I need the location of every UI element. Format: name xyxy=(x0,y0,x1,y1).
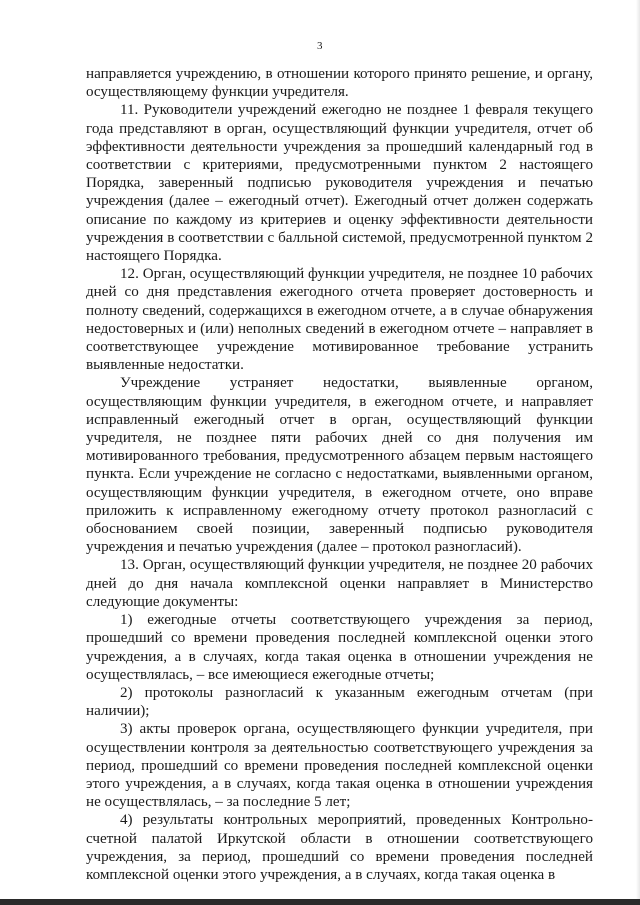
document-body xyxy=(86,65,593,884)
list-item-1: 1) ежегодные отчеты соответствующего учреждения за период, прошедший со времени проведения последней комплексной оценки этого учреждения, а в случаях, когда такая оценка в отношении учреждения не осуществлялась, – все имеющиеся ежегодные отчеты; xyxy=(86,612,593,683)
list-item-3: 3) акты проверок органа, осуществляющего функции учредителя, при осуществлении контроля за деятельностью соответствующего учреждения за период, прошедший со времени проведения последней комплексной оценки этого учреждения, а в случаях, когда такая оценка в отношении учреждения не осуществлялась, – за последние 5 лет; xyxy=(86,721,593,811)
list-item-2: 2) протоколы разногласий к указанным ежегодным отчетам (при наличии); xyxy=(86,684,593,720)
paragraph-continuation: направляется учреждению, в отношении которого принято решение, и органу, осуществляющему функции учредителя. xyxy=(86,66,593,101)
paragraph-item-12-second: Учреждение устраняет недостатки, выявленные органом, осуществляющим функции учредителя, в ежегодном отчете, и направляет исправленный ежегодный отчет в орган, осуществляющий функции учредителя, не позднее пяти рабочих дней со дня получения им мотивированного требования, предусмотренного абзацем первым настоящего пункта. Если учреждение не согласно с недостатками, выявленными органом, осуществляющим функции учредителя, в ежегодном отчете, оно вправе приложить к исправленному ежегодному отчету протокол разногласий с обоснованием своей позиции, заверенный подписью руководителя учреждения и печатью учреждения (далее – протокол разногласий). xyxy=(86,375,593,556)
paragraph-item-12: 12. Орган, осуществляющий функции учредителя, не позднее 10 рабочих дней со дня представления ежегодного отчета проверяет достоверность и полноту сведений, содержащихся в ежегодном отчете, а в случае обнаружения недостоверных и (или) неполных сведений в ежегодном отчете – направляет в соответствующее учреждение мотивированное требование устранить выявленные недостатки. xyxy=(86,266,593,374)
scan-edge-shadow xyxy=(636,0,640,905)
paragraph-item-13: 13. Орган, осуществляющий функции учредителя, не позднее 20 рабочих дней до дня начала комплексной оценки направляет в Министерство следующие документы: xyxy=(86,557,593,610)
list-item-4: 4) результаты контрольных мероприятий, проведенных Контрольно-счетной палатой Иркутской области в отношении соответствующего учреждения, за период, прошедший со времени проведения последней комплексной оценки этого учреждения, а в случаях, когда такая оценка в xyxy=(86,812,593,883)
page-number: 3 xyxy=(317,40,323,52)
scan-bottom-border xyxy=(0,899,640,905)
paragraph-item-11: 11. Руководители учреждений ежегодно не позднее 1 февраля текущего года представляют в орган, осуществляющий функции учредителя, отчет об эффективности деятельности учреждения за прошедший календарный год в соответствии с критериями, предусмотренными пунктом 2 настоящего Порядка, заверенный подписью руководителя учреждения и печатью учреждения (далее – ежегодный отчет). Ежегодный отчет должен содержать описание по каждому из критериев и оценку эффективности деятельности учреждения в соответствии с балльной системой, предусмотренной пунктом 2 настоящего Порядка. xyxy=(86,102,593,265)
